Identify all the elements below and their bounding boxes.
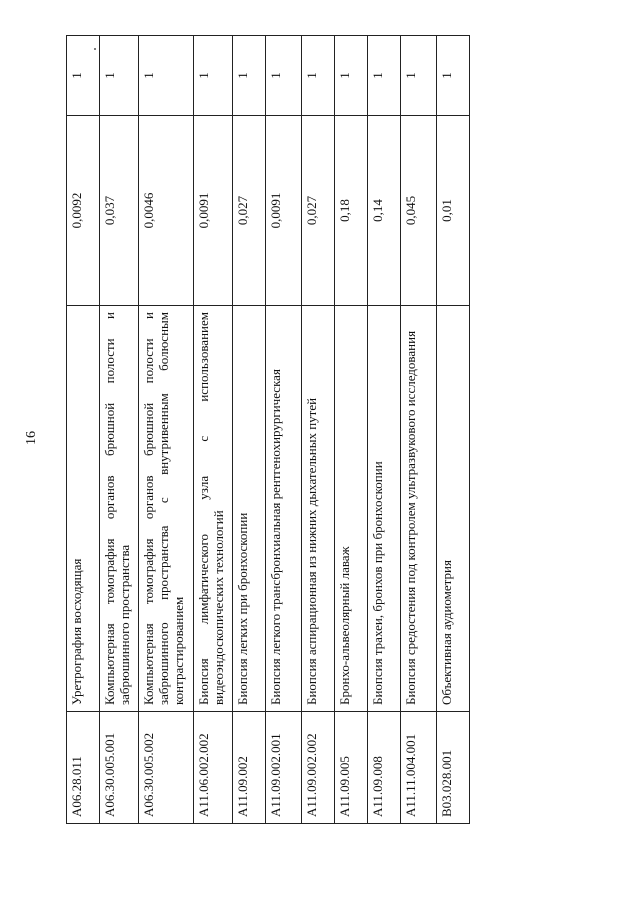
cell-service-code: A11.09.002.002 — [301, 712, 334, 824]
cell-service-name: Биопсия лимфатического узла с использованием видеоэндоскопических технологий — [194, 306, 233, 712]
cell-multiplicity: 1 — [368, 36, 401, 116]
cell-service-name: Биопсия легких при бронхоскопии — [233, 306, 266, 712]
table-row — [67, 36, 100, 824]
services-table-body — [67, 36, 470, 824]
table-row — [401, 36, 436, 824]
table-row — [334, 36, 367, 824]
cell-service-name: Биопсия аспирационная из нижних дыхательных путей — [301, 306, 334, 712]
cell-service-code: B03.028.001 — [436, 712, 469, 824]
cell-service-code: A11.09.008 — [368, 712, 401, 824]
services-table — [66, 35, 470, 824]
cell-service-name: Биопсия легкого трансбронхиальная рентгенохирургическая — [266, 306, 301, 712]
cell-frequency: 0,0046 — [138, 116, 193, 306]
cell-service-code: A11.09.002.001 — [266, 712, 301, 824]
cell-service-code: A11.06.002.002 — [194, 712, 233, 824]
cell-multiplicity: 1 — [194, 36, 233, 116]
table-row — [138, 36, 193, 824]
cell-service-code: A11.09.002 — [233, 712, 266, 824]
cell-frequency: 0,18 — [334, 116, 367, 306]
cell-frequency: 0,14 — [368, 116, 401, 306]
cell-service-code: A11.09.005 — [334, 712, 367, 824]
table-row — [233, 36, 266, 824]
cell-service-name: Уретрография восходящая — [67, 306, 100, 712]
cell-service-name: Компьютерная томография органов брюшной полости и забрюшинного пространства с внутривенным болюсным контрастированием — [138, 306, 193, 712]
cell-service-code: A06.28.011 — [67, 712, 100, 824]
cell-multiplicity: 1 — [334, 36, 367, 116]
cell-service-code: A11.11.004.001 — [401, 712, 436, 824]
cell-multiplicity: 1 — [67, 36, 100, 116]
cell-service-name: Объективная аудиометрия — [436, 306, 469, 712]
table-row — [436, 36, 469, 824]
cell-service-name: Биопсия трахеи, бронхов при бронхоскопии — [368, 306, 401, 712]
cell-service-code: A06.30.005.002 — [138, 712, 193, 824]
table-container — [66, 36, 470, 824]
table-row — [266, 36, 301, 824]
table-row — [301, 36, 334, 824]
cell-frequency: 0,037 — [100, 116, 139, 306]
cell-multiplicity: 1 — [233, 36, 266, 116]
cell-multiplicity: 1 — [401, 36, 436, 116]
cell-frequency: 0,045 — [401, 116, 436, 306]
cell-multiplicity: 1 — [266, 36, 301, 116]
cell-multiplicity: 1 — [436, 36, 469, 116]
cell-frequency: 0,01 — [436, 116, 469, 306]
cell-frequency: 0,0092 — [67, 116, 100, 306]
cell-service-name: Бронхо-альвеолярный лаваж — [334, 306, 367, 712]
rotated-table-frame — [66, 36, 470, 824]
cell-service-code: A06.30.005.001 — [100, 712, 139, 824]
cell-frequency: 0,027 — [301, 116, 334, 306]
page-number: 16 — [24, 431, 39, 445]
table-row — [100, 36, 139, 824]
cell-service-name: Компьютерная томография органов брюшной полости и забрюшинного пространства — [100, 306, 139, 712]
cell-service-name: Биопсия средостения под контролем ультразвукового исследования — [401, 306, 436, 712]
cell-multiplicity: 1 — [301, 36, 334, 116]
cell-frequency: 0,0091 — [194, 116, 233, 306]
cell-multiplicity: 1 — [138, 36, 193, 116]
cell-multiplicity: 1 — [100, 36, 139, 116]
table-row — [194, 36, 233, 824]
table-row — [368, 36, 401, 824]
cell-frequency: 0,027 — [233, 116, 266, 306]
cell-frequency: 0,0091 — [266, 116, 301, 306]
